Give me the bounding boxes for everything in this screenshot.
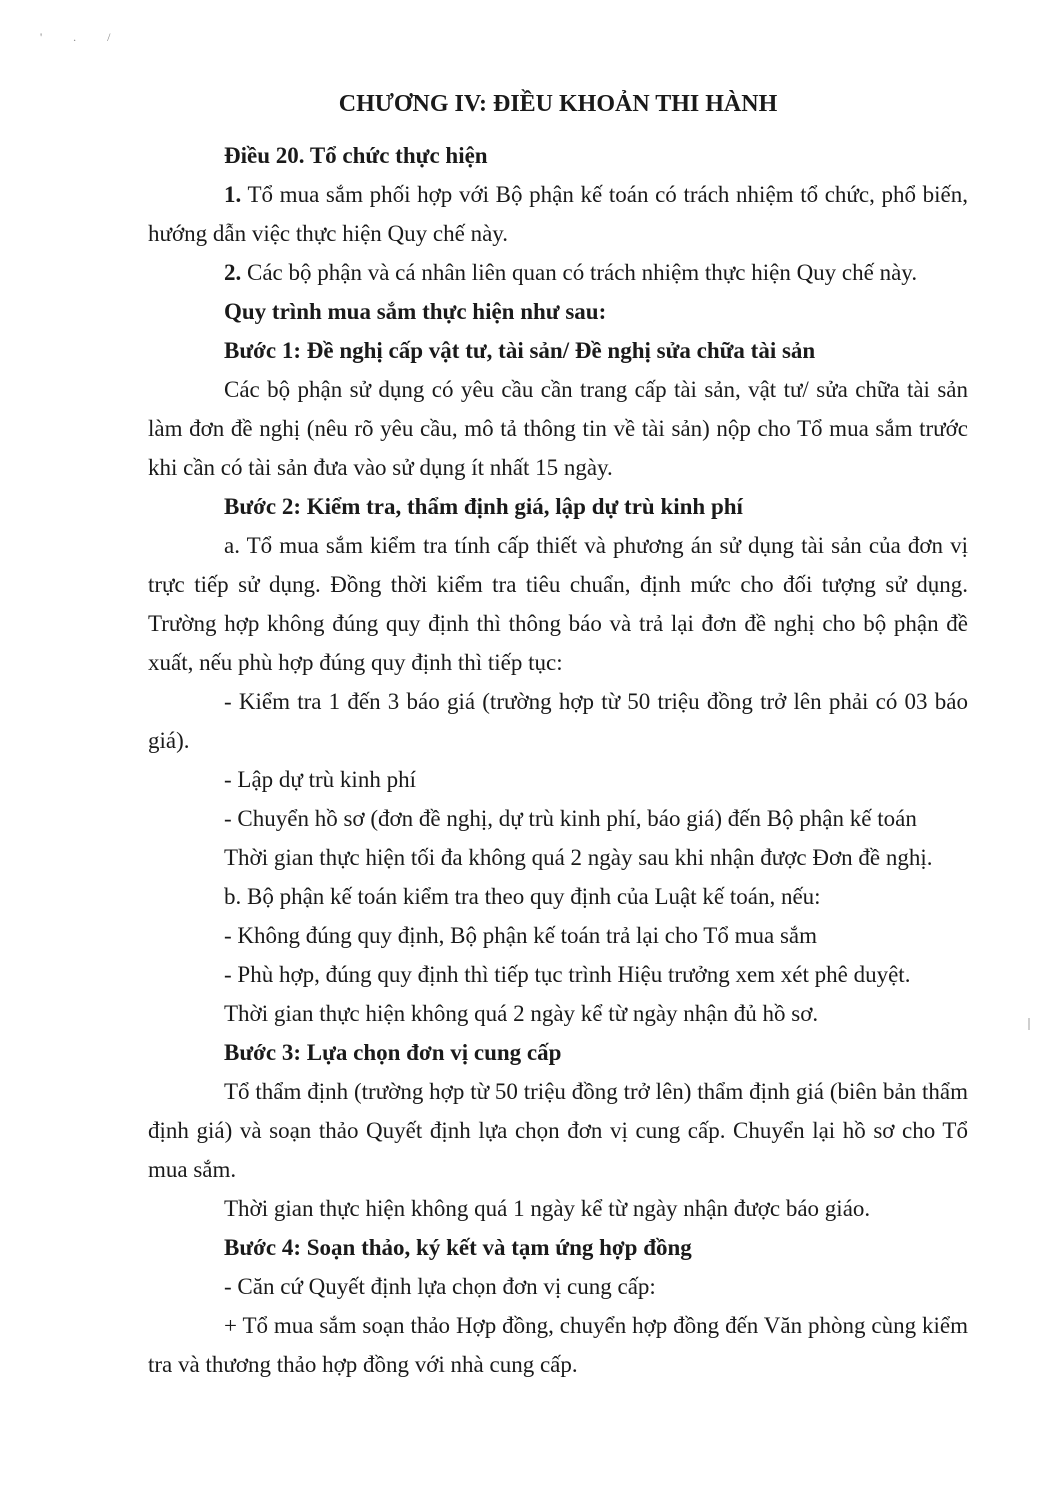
step-2-a-item-2: - Lập dự trù kinh phí	[224, 767, 416, 792]
process-title: Quy trình mua sắm thực hiện như sau:	[224, 299, 607, 324]
step-4-title: Bước 4: Soạn thảo, ký kết và tạm ứng hợp đồng	[224, 1235, 692, 1260]
scan-mark: ' . /	[40, 30, 125, 44]
step-2-a-time: Thời gian thực hiện tối đa không quá 2 ngày sau khi nhận được Đơn đề nghị.	[224, 845, 933, 870]
article-title: Điều 20. Tổ chức thực hiện	[224, 143, 488, 168]
clause-1-number: 1.	[224, 182, 242, 207]
step-2-a-item-3: - Chuyển hồ sơ (đơn đề nghị, dự trù kinh phí, báo giá) đến Bộ phận kế toán	[224, 806, 917, 831]
clause-1	[148, 175, 968, 253]
step-4-item-1: - Căn cứ Quyết định lựa chọn đơn vị cung cấp:	[224, 1274, 656, 1299]
step-3-title: Bước 3: Lựa chọn đơn vị cung cấp	[224, 1040, 562, 1065]
step-2-b-item-2: - Phù hợp, đúng quy định thì tiếp tục trình Hiệu trưởng xem xét phê duyệt.	[224, 962, 911, 987]
step-2-a-item-1: - Kiểm tra 1 đến 3 báo giá (trường hợp từ 50 triệu đồng trở lên phải có 03 báo giá).	[148, 689, 968, 753]
step-3-text: Tổ thẩm định (trường hợp từ 50 triệu đồng trở lên) thẩm định giá (biên bản thẩm định giá) và soạn thảo Quyết định lựa chọn đơn vị cung cấp. Chuyển lại hồ sơ cho Tổ mua sắm.	[148, 1079, 968, 1182]
document-body	[148, 84, 968, 1384]
step-4-item-2: + Tổ mua sắm soạn thảo Hợp đồng, chuyển hợp đồng đến Văn phòng cùng kiểm tra và thương thảo hợp đồng với nhà cung cấp.	[148, 1313, 968, 1377]
scan-speck	[1028, 1018, 1030, 1030]
clause-2	[148, 253, 968, 292]
step-1-text: Các bộ phận sử dụng có yêu cầu cần trang cấp tài sản, vật tư/ sửa chữa tài sản làm đơn đề nghị (nêu rõ yêu cầu, mô tả thông tin về tài sản) nộp cho Tổ mua sắm trước khi cần có tài sản đưa vào sử dụng ít nhất 15 ngày.	[148, 377, 968, 480]
clause-2-text: Các bộ phận và cá nhân liên quan có trách nhiệm thực hiện Quy chế này.	[241, 260, 918, 285]
step-3-time: Thời gian thực hiện không quá 1 ngày kể từ ngày nhận được báo giáo.	[224, 1196, 871, 1221]
clause-2-number: 2.	[224, 260, 242, 285]
step-2-b-time: Thời gian thực hiện không quá 2 ngày kể từ ngày nhận đủ hồ sơ.	[224, 1001, 819, 1026]
step-2-title: Bước 2: Kiểm tra, thẩm định giá, lập dự trù kinh phí	[224, 494, 743, 519]
step-2-b: b. Bộ phận kế toán kiểm tra theo quy định của Luật kế toán, nếu:	[224, 884, 821, 909]
step-2-a: a. Tổ mua sắm kiểm tra tính cấp thiết và phương án sử dụng tài sản của đơn vị trực tiếp sử dụng. Đồng thời kiểm tra tiêu chuẩn, định mức cho đối tượng sử dụng. Trường hợp không đúng quy định thì thông báo và trả lại đơn đề nghị cho bộ phận đề xuất, nếu phù hợp đúng quy định thì tiếp tục:	[148, 533, 968, 675]
step-2-b-item-1: - Không đúng quy định, Bộ phận kế toán trả lại cho Tổ mua sắm	[224, 923, 818, 948]
chapter-title: CHƯƠNG IV: ĐIỀU KHOẢN THI HÀNH	[338, 91, 778, 117]
step-1-title: Bước 1: Đề nghị cấp vật tư, tài sản/ Đề nghị sửa chữa tài sản	[224, 338, 816, 363]
clause-1-text: Tổ mua sắm phối hợp với Bộ phận kế toán có trách nhiệm tổ chức, phổ biến, hướng dẫn việc thực hiện Quy chế này.	[148, 182, 968, 246]
